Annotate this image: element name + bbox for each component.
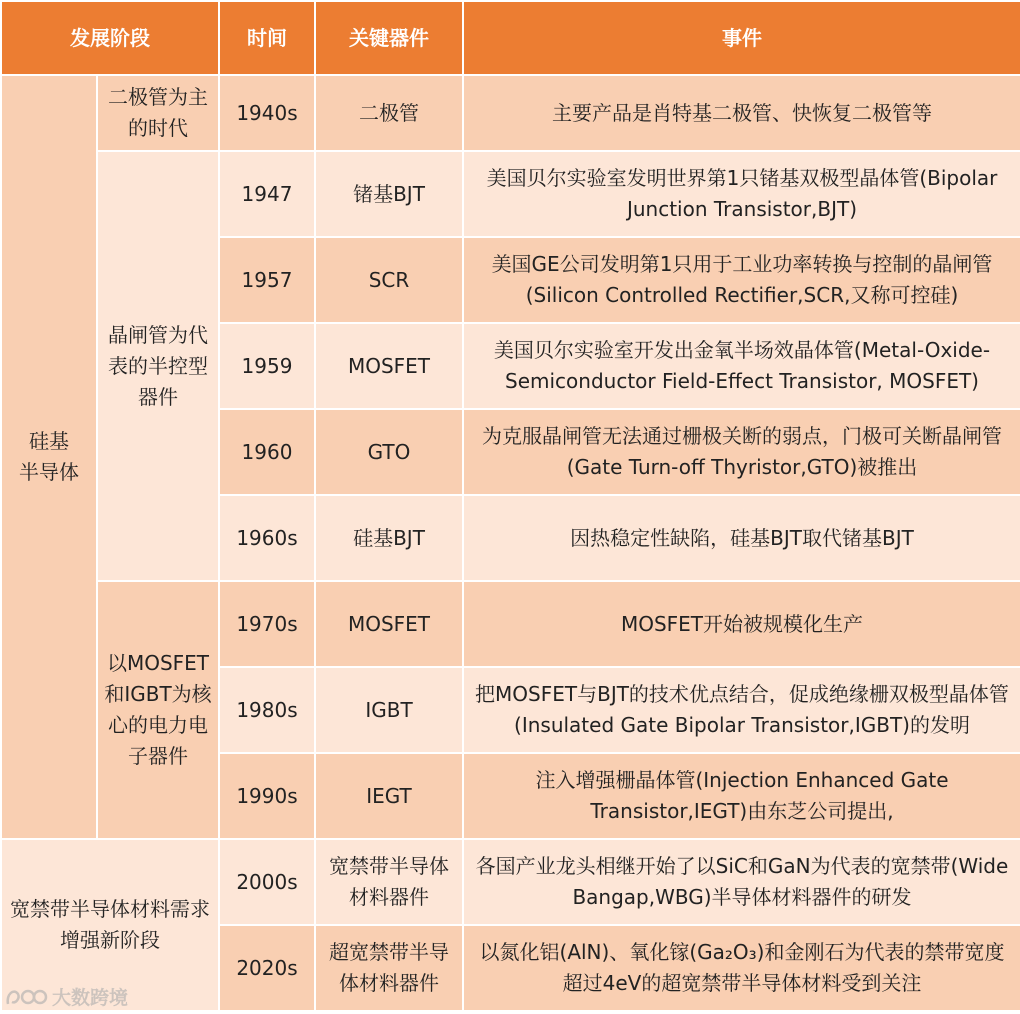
header-row bbox=[1, 1, 1020, 75]
subphase-thyristor: 晶闸管为代表的半控型器件 bbox=[97, 151, 219, 581]
watermark bbox=[4, 983, 128, 1010]
phase-silicon: 硅基 半导体 bbox=[1, 75, 97, 839]
event-cell: 美国贝尔实验室发明世界第1只锗基双极型晶体管(Bipolar Junction Transistor,BJT) bbox=[463, 151, 1020, 237]
time-cell: 1970s bbox=[219, 581, 315, 667]
event-cell: 把MOSFET与BJT的技术优点结合，促成绝缘栅双极型晶体管(Insulated Gate Bipolar Transistor,IGBT)的发明 bbox=[463, 667, 1020, 753]
table-row bbox=[1, 581, 1020, 667]
event-cell: 各国产业龙头相继开始了以SiC和GaN为代表的宽禁带(Wide Bangap,WBG)半导体材料器件的研发 bbox=[463, 839, 1020, 925]
header-stage: 发展阶段 bbox=[1, 1, 219, 75]
time-cell: 1960s bbox=[219, 495, 315, 581]
event-cell: 因热稳定性缺陷，硅基BJT取代锗基BJT bbox=[463, 495, 1020, 581]
device-cell: SCR bbox=[315, 237, 463, 323]
time-cell: 1957 bbox=[219, 237, 315, 323]
event-cell: 美国贝尔实验室开发出金氧半场效晶体管(Metal-Oxide-Semiconductor Field-Effect Transistor, MOSFET) bbox=[463, 323, 1020, 409]
event-cell: 美国GE公司发明第1只用于工业功率转换与控制的晶闸管(Silicon Controlled Rectifier,SCR,又称可控硅) bbox=[463, 237, 1020, 323]
time-cell: 1980s bbox=[219, 667, 315, 753]
event-cell: 以氮化铝(AlN)、氧化镓(Ga₂O₃)和金刚石为代表的禁带宽度超过4eV的超宽禁带半导体材料受到关注 bbox=[463, 925, 1020, 1011]
time-cell: 1990s bbox=[219, 753, 315, 839]
phase-wide-bandgap: 宽禁带半导体材料需求增强新阶段 bbox=[1, 839, 219, 1011]
header-time: 时间 bbox=[219, 1, 315, 75]
watermark-text: 大数跨境 bbox=[52, 987, 129, 1009]
table-row bbox=[1, 75, 1020, 151]
time-cell: 1959 bbox=[219, 323, 315, 409]
time-cell: 2020s bbox=[219, 925, 315, 1011]
table-row bbox=[1, 151, 1020, 237]
event-cell: 注入增强栅晶体管(Injection Enhanced Gate Transistor,IEGT)由东芝公司提出, bbox=[463, 753, 1020, 839]
device-cell: 宽禁带半导体材料器件 bbox=[315, 839, 463, 925]
device-cell: 硅基BJT bbox=[315, 495, 463, 581]
device-cell: 超宽禁带半导体材料器件 bbox=[315, 925, 463, 1011]
device-cell: MOSFET bbox=[315, 581, 463, 667]
header-device: 关键器件 bbox=[315, 1, 463, 75]
time-cell: 1947 bbox=[219, 151, 315, 237]
time-cell: 1940s bbox=[219, 75, 315, 151]
time-cell: 2000s bbox=[219, 839, 315, 925]
device-cell: GTO bbox=[315, 409, 463, 495]
device-cell: 锗基BJT bbox=[315, 151, 463, 237]
event-cell: 为克服晶闸管无法通过栅极关断的弱点，门极可关断晶闸管(Gate Turn-off Thyristor,GTO)被推出 bbox=[463, 409, 1020, 495]
header-event: 事件 bbox=[463, 1, 1020, 75]
event-cell: MOSFET开始被规模化生产 bbox=[463, 581, 1020, 667]
subphase-diode: 二极管为主的时代 bbox=[97, 75, 219, 151]
time-cell: 1960 bbox=[219, 409, 315, 495]
subphase-mosfet-igbt: 以MOSFET和IGBT为核心的电力电子器件 bbox=[97, 581, 219, 839]
table-row bbox=[1, 839, 1020, 925]
device-cell: MOSFET bbox=[315, 323, 463, 409]
event-cell: 主要产品是肖特基二极管、快恢复二极管等 bbox=[463, 75, 1020, 151]
watermark-logo-icon bbox=[4, 984, 48, 1010]
device-cell: IGBT bbox=[315, 667, 463, 753]
device-cell: 二极管 bbox=[315, 75, 463, 151]
device-cell: IEGT bbox=[315, 753, 463, 839]
